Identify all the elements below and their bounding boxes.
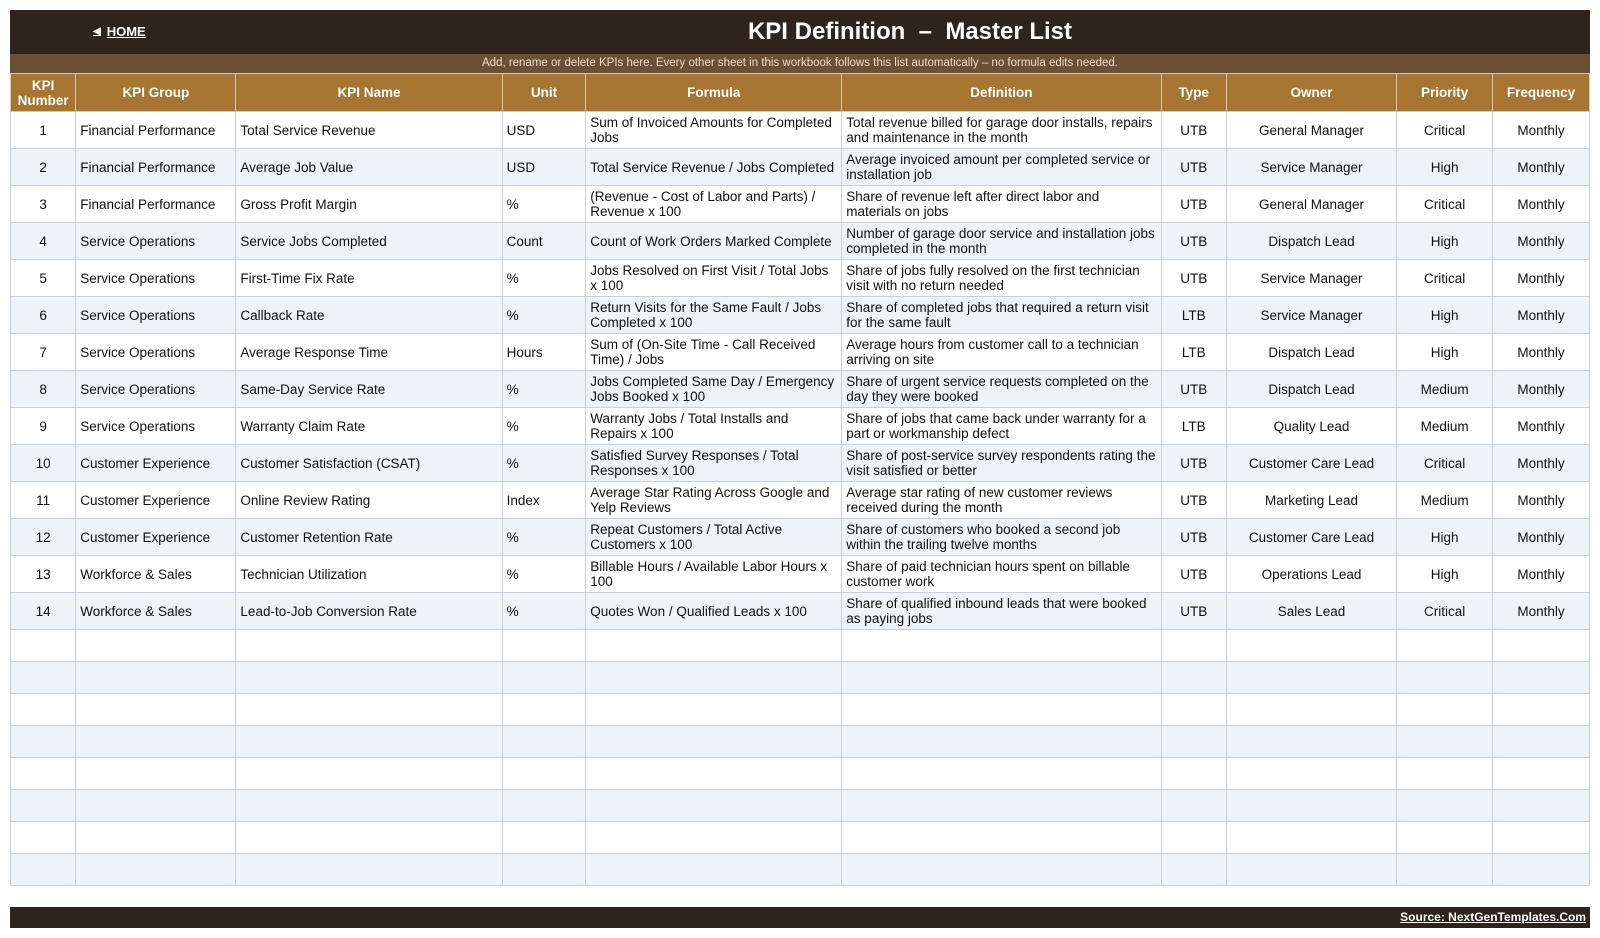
column-header: KPI Group <box>76 74 236 112</box>
empty-cell[interactable] <box>1493 630 1590 662</box>
unit-cell[interactable]: Hours <box>502 334 586 371</box>
table-row <box>11 408 1590 445</box>
empty-cell[interactable] <box>1397 758 1493 790</box>
priority-cell[interactable]: Medium <box>1397 408 1493 445</box>
column-header: KPI Number <box>11 74 76 112</box>
type-cell[interactable]: UTB <box>1161 519 1226 556</box>
type-cell[interactable]: LTB <box>1161 334 1226 371</box>
empty-cell[interactable] <box>236 790 502 822</box>
kpi-number-cell[interactable]: 9 <box>11 408 76 445</box>
empty-cell[interactable] <box>1493 694 1590 726</box>
definition-cell[interactable]: Average hours from customer call to a technician arriving on site <box>842 334 1161 371</box>
kpi-number-cell[interactable]: 11 <box>11 482 76 519</box>
empty-cell[interactable] <box>1226 694 1396 726</box>
definition-cell[interactable]: Share of jobs that came back under warranty for a part or workmanship defect <box>842 408 1161 445</box>
empty-cell[interactable] <box>1397 726 1493 758</box>
owner-cell[interactable]: Service Manager <box>1226 149 1396 186</box>
frequency-cell[interactable]: Monthly <box>1493 519 1590 556</box>
kpi-number-cell[interactable]: 3 <box>11 186 76 223</box>
empty-cell[interactable] <box>1161 790 1226 822</box>
empty-cell[interactable] <box>236 822 502 854</box>
owner-cell[interactable]: Quality Lead <box>1226 408 1396 445</box>
frequency-cell[interactable]: Monthly <box>1493 593 1590 630</box>
column-header: Priority <box>1397 74 1493 112</box>
definition-cell[interactable]: Share of post-service survey respondents rating the visit satisfied or better <box>842 445 1161 482</box>
type-cell[interactable]: UTB <box>1161 223 1226 260</box>
kpi-group-cell[interactable]: Workforce & Sales <box>76 556 236 593</box>
unit-cell[interactable]: % <box>502 519 586 556</box>
empty-cell[interactable] <box>11 758 76 790</box>
kpi-name-cell[interactable]: Same-Day Service Rate <box>236 371 502 408</box>
empty-cell[interactable] <box>76 662 236 694</box>
empty-cell[interactable] <box>502 758 586 790</box>
kpi-group-cell[interactable]: Financial Performance <box>76 112 236 149</box>
formula-cell[interactable]: Count of Work Orders Marked Complete <box>586 223 842 260</box>
formula-cell[interactable]: Average Star Rating Across Google and Yelp Reviews <box>586 482 842 519</box>
unit-cell[interactable]: % <box>502 593 586 630</box>
column-header: Type <box>1161 74 1226 112</box>
owner-cell[interactable]: Dispatch Lead <box>1226 371 1396 408</box>
frequency-cell[interactable]: Monthly <box>1493 112 1590 149</box>
table-row <box>11 297 1590 334</box>
frequency-cell[interactable]: Monthly <box>1493 556 1590 593</box>
empty-cell[interactable] <box>1397 822 1493 854</box>
kpi-name-cell[interactable]: Average Job Value <box>236 149 502 186</box>
title-bar <box>10 10 1590 54</box>
kpi-number-cell[interactable]: 4 <box>11 223 76 260</box>
type-cell[interactable]: UTB <box>1161 556 1226 593</box>
column-header: Unit <box>502 74 586 112</box>
kpi-number-cell[interactable]: 6 <box>11 297 76 334</box>
kpi-number-cell[interactable]: 13 <box>11 556 76 593</box>
type-cell[interactable]: UTB <box>1161 112 1226 149</box>
empty-cell[interactable] <box>1161 758 1226 790</box>
priority-cell[interactable]: Critical <box>1397 260 1493 297</box>
priority-cell[interactable]: High <box>1397 297 1493 334</box>
owner-cell[interactable]: Customer Care Lead <box>1226 519 1396 556</box>
priority-cell[interactable]: Critical <box>1397 593 1493 630</box>
priority-cell[interactable]: Medium <box>1397 482 1493 519</box>
triangle-left-icon: ◀ <box>93 26 101 37</box>
empty-cell[interactable] <box>842 854 1161 886</box>
empty-cell[interactable] <box>1226 758 1396 790</box>
owner-cell[interactable]: General Manager <box>1226 186 1396 223</box>
definition-cell[interactable]: Average invoiced amount per completed service or installation job <box>842 149 1161 186</box>
empty-cell[interactable] <box>76 822 236 854</box>
type-cell[interactable]: LTB <box>1161 297 1226 334</box>
definition-cell[interactable]: Total revenue billed for garage door installs, repairs and maintenance in the month <box>842 112 1161 149</box>
definition-cell[interactable]: Share of urgent service requests completed on the day they were booked <box>842 371 1161 408</box>
type-cell[interactable]: LTB <box>1161 408 1226 445</box>
kpi-name-cell[interactable]: Total Service Revenue <box>236 112 502 149</box>
empty-cell[interactable] <box>1226 630 1396 662</box>
formula-cell[interactable]: Sum of (On-Site Time - Call Received Time) / Jobs <box>586 334 842 371</box>
kpi-group-cell[interactable]: Customer Experience <box>76 519 236 556</box>
unit-cell[interactable]: % <box>502 445 586 482</box>
kpi-group-cell[interactable]: Workforce & Sales <box>76 593 236 630</box>
empty-cell[interactable] <box>586 694 842 726</box>
owner-cell[interactable]: Customer Care Lead <box>1226 445 1396 482</box>
empty-cell[interactable] <box>11 726 76 758</box>
frequency-cell[interactable]: Monthly <box>1493 371 1590 408</box>
empty-cell[interactable] <box>236 630 502 662</box>
type-cell[interactable]: UTB <box>1161 149 1226 186</box>
empty-cell[interactable] <box>1397 854 1493 886</box>
formula-cell[interactable]: Total Service Revenue / Jobs Completed <box>586 149 842 186</box>
frequency-cell[interactable]: Monthly <box>1493 260 1590 297</box>
unit-cell[interactable]: % <box>502 260 586 297</box>
table-row <box>11 260 1590 297</box>
table-row <box>11 334 1590 371</box>
footer-bar <box>10 907 1590 928</box>
empty-cell[interactable] <box>1397 630 1493 662</box>
table-row <box>11 445 1590 482</box>
empty-cell[interactable] <box>586 822 842 854</box>
empty-cell[interactable] <box>76 854 236 886</box>
empty-cell[interactable] <box>842 790 1161 822</box>
priority-cell[interactable]: Critical <box>1397 112 1493 149</box>
owner-cell[interactable]: Dispatch Lead <box>1226 334 1396 371</box>
type-cell[interactable]: UTB <box>1161 186 1226 223</box>
frequency-cell[interactable]: Monthly <box>1493 186 1590 223</box>
table-row <box>11 112 1590 149</box>
empty-cell[interactable] <box>1161 662 1226 694</box>
priority-cell[interactable]: Medium <box>1397 371 1493 408</box>
empty-cell[interactable] <box>236 726 502 758</box>
kpi-group-cell[interactable]: Service Operations <box>76 260 236 297</box>
kpi-group-cell[interactable]: Financial Performance <box>76 186 236 223</box>
definition-cell[interactable]: Share of jobs fully resolved on the first technician visit with no return needed <box>842 260 1161 297</box>
empty-cell[interactable] <box>76 790 236 822</box>
empty-table-row <box>11 822 1590 854</box>
empty-cell[interactable] <box>1161 694 1226 726</box>
owner-cell[interactable]: Sales Lead <box>1226 593 1396 630</box>
column-header: Owner <box>1226 74 1396 112</box>
column-header: KPI Name <box>236 74 502 112</box>
empty-cell[interactable] <box>1493 854 1590 886</box>
priority-cell[interactable]: High <box>1397 149 1493 186</box>
table-row <box>11 223 1590 260</box>
empty-cell[interactable] <box>586 630 842 662</box>
frequency-cell[interactable]: Monthly <box>1493 482 1590 519</box>
empty-cell[interactable] <box>236 854 502 886</box>
empty-cell[interactable] <box>1161 854 1226 886</box>
formula-cell[interactable]: Return Visits for the Same Fault / Jobs Completed x 100 <box>586 297 842 334</box>
priority-cell[interactable]: Critical <box>1397 445 1493 482</box>
table-body <box>11 112 1590 886</box>
empty-cell[interactable] <box>1226 854 1396 886</box>
table-row <box>11 519 1590 556</box>
definition-cell[interactable]: Average star rating of new customer reviews received during the month <box>842 482 1161 519</box>
kpi-group-cell[interactable]: Service Operations <box>76 334 236 371</box>
type-cell[interactable]: UTB <box>1161 593 1226 630</box>
table-header-row <box>11 74 1590 112</box>
empty-cell[interactable] <box>842 694 1161 726</box>
empty-cell[interactable] <box>1226 662 1396 694</box>
empty-cell[interactable] <box>1493 790 1590 822</box>
kpi-number-cell[interactable]: 2 <box>11 149 76 186</box>
empty-cell[interactable] <box>76 726 236 758</box>
kpi-name-cell[interactable]: Customer Satisfaction (CSAT) <box>236 445 502 482</box>
formula-cell[interactable]: Satisfied Survey Responses / Total Responses x 100 <box>586 445 842 482</box>
formula-cell[interactable]: Jobs Completed Same Day / Emergency Jobs Booked x 100 <box>586 371 842 408</box>
kpi-number-cell[interactable]: 8 <box>11 371 76 408</box>
owner-cell[interactable]: Dispatch Lead <box>1226 223 1396 260</box>
empty-cell[interactable] <box>842 662 1161 694</box>
kpi-number-cell[interactable]: 10 <box>11 445 76 482</box>
unit-cell[interactable]: % <box>502 556 586 593</box>
empty-cell[interactable] <box>11 790 76 822</box>
empty-cell[interactable] <box>1397 694 1493 726</box>
kpi-number-cell[interactable]: 7 <box>11 334 76 371</box>
kpi-name-cell[interactable]: First-Time Fix Rate <box>236 260 502 297</box>
empty-cell[interactable] <box>236 694 502 726</box>
unit-cell[interactable]: Index <box>502 482 586 519</box>
unit-cell[interactable]: Count <box>502 223 586 260</box>
formula-cell[interactable]: Billable Hours / Available Labor Hours x 100 <box>586 556 842 593</box>
owner-cell[interactable]: Service Manager <box>1226 260 1396 297</box>
empty-cell[interactable] <box>1161 726 1226 758</box>
table-row <box>11 186 1590 223</box>
subtitle-instructions: Add, rename or delete KPIs here. Every other sheet in this workbook follows this list automatically – no formula edits needed. <box>10 54 1590 73</box>
kpi-group-cell[interactable]: Service Operations <box>76 223 236 260</box>
empty-cell[interactable] <box>1397 662 1493 694</box>
empty-cell[interactable] <box>1161 822 1226 854</box>
frequency-cell[interactable]: Monthly <box>1493 223 1590 260</box>
kpi-number-cell[interactable]: 1 <box>11 112 76 149</box>
priority-cell[interactable]: High <box>1397 223 1493 260</box>
frequency-cell[interactable]: Monthly <box>1493 334 1590 371</box>
empty-cell[interactable] <box>502 726 586 758</box>
kpi-group-cell[interactable]: Service Operations <box>76 408 236 445</box>
empty-cell[interactable] <box>502 662 586 694</box>
formula-cell[interactable]: Warranty Jobs / Total Installs and Repairs x 100 <box>586 408 842 445</box>
empty-cell[interactable] <box>11 854 76 886</box>
empty-cell[interactable] <box>76 630 236 662</box>
empty-table-row <box>11 790 1590 822</box>
definition-cell[interactable]: Share of revenue left after direct labor and materials on jobs <box>842 186 1161 223</box>
empty-table-row <box>11 630 1590 662</box>
type-cell[interactable]: UTB <box>1161 371 1226 408</box>
unit-cell[interactable]: % <box>502 186 586 223</box>
kpi-name-cell[interactable]: Warranty Claim Rate <box>236 408 502 445</box>
kpi-group-cell[interactable]: Service Operations <box>76 297 236 334</box>
empty-cell[interactable] <box>1493 726 1590 758</box>
priority-cell[interactable]: Critical <box>1397 186 1493 223</box>
priority-cell[interactable]: High <box>1397 519 1493 556</box>
table-row <box>11 149 1590 186</box>
owner-cell[interactable]: Service Manager <box>1226 297 1396 334</box>
type-cell[interactable]: UTB <box>1161 260 1226 297</box>
frequency-cell[interactable]: Monthly <box>1493 445 1590 482</box>
empty-cell[interactable] <box>11 662 76 694</box>
empty-cell[interactable] <box>236 662 502 694</box>
kpi-name-cell[interactable]: Gross Profit Margin <box>236 186 502 223</box>
unit-cell[interactable]: USD <box>502 112 586 149</box>
table-row <box>11 371 1590 408</box>
empty-table-row <box>11 694 1590 726</box>
empty-table-row <box>11 662 1590 694</box>
page-title: KPI Definition – Master List <box>747 18 1073 45</box>
priority-cell[interactable]: High <box>1397 556 1493 593</box>
definition-cell[interactable]: Share of completed jobs that required a return visit for the same fault <box>842 297 1161 334</box>
definition-cell[interactable]: Share of qualified inbound leads that were booked as paying jobs <box>842 593 1161 630</box>
empty-cell[interactable] <box>502 694 586 726</box>
owner-cell[interactable]: Marketing Lead <box>1226 482 1396 519</box>
empty-cell[interactable] <box>1493 758 1590 790</box>
kpi-group-cell[interactable]: Customer Experience <box>76 445 236 482</box>
empty-cell[interactable] <box>502 630 586 662</box>
empty-cell[interactable] <box>842 758 1161 790</box>
definition-cell[interactable]: Share of customers who booked a second job within the trailing twelve months <box>842 519 1161 556</box>
table-row <box>11 482 1590 519</box>
type-cell[interactable]: UTB <box>1161 445 1226 482</box>
unit-cell[interactable]: % <box>502 371 586 408</box>
kpi-number-cell[interactable]: 14 <box>11 593 76 630</box>
formula-cell[interactable]: (Revenue - Cost of Labor and Parts) / Revenue x 100 <box>586 186 842 223</box>
owner-cell[interactable]: Operations Lead <box>1226 556 1396 593</box>
empty-cell[interactable] <box>236 758 502 790</box>
table-row <box>11 556 1590 593</box>
empty-cell[interactable] <box>1493 822 1590 854</box>
kpi-group-cell[interactable]: Service Operations <box>76 371 236 408</box>
empty-cell[interactable] <box>586 790 842 822</box>
home-label: HOME <box>106 24 146 39</box>
kpi-name-cell[interactable]: Service Jobs Completed <box>236 223 502 260</box>
kpi-number-cell[interactable]: 12 <box>11 519 76 556</box>
kpi-name-cell[interactable]: Average Response Time <box>236 334 502 371</box>
empty-cell[interactable] <box>76 758 236 790</box>
definition-cell[interactable]: Share of paid technician hours spent on billable customer work <box>842 556 1161 593</box>
empty-cell[interactable] <box>1397 790 1493 822</box>
empty-cell[interactable] <box>502 790 586 822</box>
column-header: Formula <box>586 74 842 112</box>
column-header: Frequency <box>1493 74 1590 112</box>
kpi-group-cell[interactable]: Customer Experience <box>76 482 236 519</box>
frequency-cell[interactable]: Monthly <box>1493 408 1590 445</box>
kpi-group-cell[interactable]: Financial Performance <box>76 149 236 186</box>
frequency-cell[interactable]: Monthly <box>1493 297 1590 334</box>
owner-cell[interactable]: General Manager <box>1226 112 1396 149</box>
kpi-table <box>10 73 1590 886</box>
kpi-name-cell[interactable]: Online Review Rating <box>236 482 502 519</box>
empty-cell[interactable] <box>842 726 1161 758</box>
frequency-cell[interactable]: Monthly <box>1493 149 1590 186</box>
type-cell[interactable]: UTB <box>1161 482 1226 519</box>
formula-cell[interactable]: Repeat Customers / Total Active Customers x 100 <box>586 519 842 556</box>
unit-cell[interactable]: USD <box>502 149 586 186</box>
kpi-name-cell[interactable]: Customer Retention Rate <box>236 519 502 556</box>
column-header: Definition <box>842 74 1161 112</box>
unit-cell[interactable]: % <box>502 408 586 445</box>
empty-table-row <box>11 758 1590 790</box>
empty-cell[interactable] <box>1226 822 1396 854</box>
unit-cell[interactable]: % <box>502 297 586 334</box>
empty-cell[interactable] <box>586 662 842 694</box>
empty-cell[interactable] <box>842 630 1161 662</box>
empty-cell[interactable] <box>1161 630 1226 662</box>
empty-table-row <box>11 726 1590 758</box>
empty-cell[interactable] <box>586 758 842 790</box>
source-link[interactable]: Source: NextGenTemplates.Com <box>1400 910 1586 924</box>
priority-cell[interactable]: High <box>1397 334 1493 371</box>
empty-cell[interactable] <box>502 854 586 886</box>
kpi-name-cell[interactable]: Technician Utilization <box>236 556 502 593</box>
empty-cell[interactable] <box>842 822 1161 854</box>
empty-cell[interactable] <box>1493 662 1590 694</box>
kpi-number-cell[interactable]: 5 <box>11 260 76 297</box>
formula-cell[interactable]: Quotes Won / Qualified Leads x 100 <box>586 593 842 630</box>
kpi-name-cell[interactable]: Lead-to-Job Conversion Rate <box>236 593 502 630</box>
empty-cell[interactable] <box>11 822 76 854</box>
empty-cell[interactable] <box>11 630 76 662</box>
definition-cell[interactable]: Number of garage door service and installation jobs completed in the month <box>842 223 1161 260</box>
kpi-name-cell[interactable]: Callback Rate <box>236 297 502 334</box>
formula-cell[interactable]: Jobs Resolved on First Visit / Total Jobs x 100 <box>586 260 842 297</box>
empty-cell[interactable] <box>586 726 842 758</box>
empty-cell[interactable] <box>1226 726 1396 758</box>
empty-table-row <box>11 854 1590 886</box>
formula-cell[interactable]: Sum of Invoiced Amounts for Completed Jobs <box>586 112 842 149</box>
empty-cell[interactable] <box>76 694 236 726</box>
empty-cell[interactable] <box>586 854 842 886</box>
empty-cell[interactable] <box>1226 790 1396 822</box>
table-row <box>11 593 1590 630</box>
empty-cell[interactable] <box>11 694 76 726</box>
empty-cell[interactable] <box>502 822 586 854</box>
